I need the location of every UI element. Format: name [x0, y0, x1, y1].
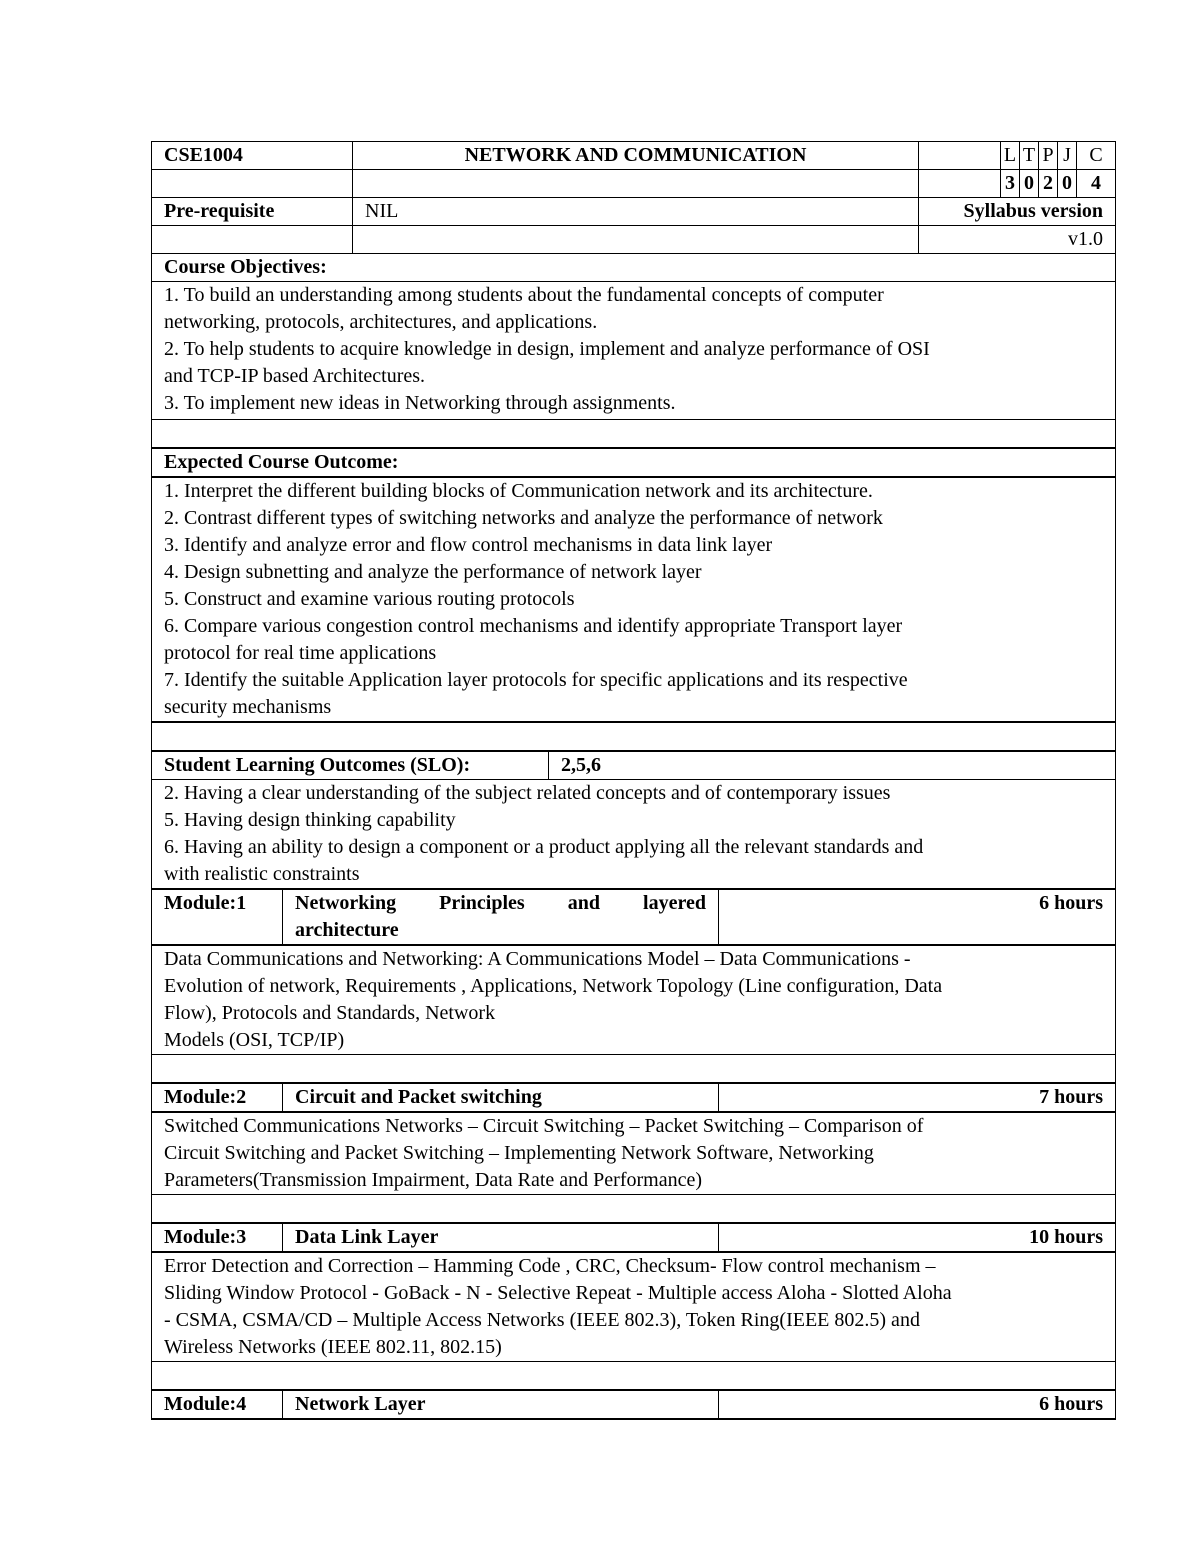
syllabus-version-label: Syllabus version [919, 198, 1116, 226]
objectives-body-row [152, 282, 1116, 420]
module-line: Evolution of network, Requirements , Applications, Network Topology (Line configuration, Data [164, 975, 943, 997]
outcome-line: protocol for real time applications [164, 642, 437, 664]
slo-line: 5. Having design thinking capability [164, 809, 456, 831]
module-1-hours: 6 hours [719, 889, 1116, 945]
ltpjc-label-p: P [1038, 142, 1057, 169]
ltpjc-values-cell [919, 170, 1116, 198]
course-code: CSE1004 [152, 142, 353, 170]
module-1-body-row [152, 945, 1116, 1055]
module-line: Flow), Protocols and Standards, Network [164, 1002, 496, 1024]
outcomes-heading-row [152, 448, 1116, 477]
module-2-body [152, 1112, 1116, 1195]
spacer-row [152, 1362, 1116, 1391]
module-line: Parameters(Transmission Impairment, Data Rate and Performance) [164, 1169, 702, 1191]
module-1-title: Networking Principles and layered architecture [283, 889, 719, 945]
outcome-line: security mechanisms [164, 696, 332, 718]
objectives-body [152, 282, 1116, 420]
ltpjc-value-j: 0 [1057, 170, 1076, 197]
module-4-hours: 6 hours [719, 1390, 1116, 1419]
outcome-line: 3. Identify and analyze error and flow control mechanisms in data link layer [164, 534, 773, 556]
module-4-header-row [152, 1390, 1116, 1419]
module-3-body [152, 1252, 1116, 1362]
module-4-title: Network Layer [283, 1390, 719, 1419]
objective-line: 2. To help students to acquire knowledge in design, implement and analyze performance of OSI [164, 338, 930, 360]
spacer-row [152, 1055, 1116, 1084]
ltpjc-value-l: 3 [1000, 170, 1019, 197]
outcome-line: 4. Design subnetting and analyze the performance of network layer [164, 561, 702, 583]
slo-heading-row [152, 751, 1116, 780]
syllabus-version-value: v1.0 [919, 226, 1116, 254]
prerequisite-value: NIL [353, 198, 919, 226]
spacer-row [152, 420, 1116, 449]
module-2-label: Module:2 [152, 1083, 283, 1112]
module-3-header-row [152, 1223, 1116, 1252]
module-line: - CSMA, CSMA/CD – Multiple Access Networks (IEEE 802.3), Token Ring(IEEE 802.5) and [164, 1309, 920, 1331]
objective-line: 3. To implement new ideas in Networking through assignments. [164, 392, 676, 414]
module-2-body-row [152, 1112, 1116, 1195]
module-line: Sliding Window Protocol - GoBack - N - Selective Repeat - Multiple access Aloha - Slotted Aloha [164, 1282, 952, 1304]
ltpjc-label-t: T [1019, 142, 1038, 169]
module-2-title: Circuit and Packet switching [283, 1083, 719, 1112]
objective-line: networking, protocols, architectures, and applications. [164, 311, 598, 333]
outcome-line: 7. Identify the suitable Application layer protocols for specific applications and its respective [164, 669, 908, 691]
syllabus-version-row [152, 226, 1116, 254]
outcome-line: 6. Compare various congestion control mechanisms and identify appropriate Transport layer [164, 615, 903, 637]
module-line: Circuit Switching and Packet Switching – Implementing Network Software, Networking [164, 1142, 874, 1164]
slo-line: 2. Having a clear understanding of the subject related concepts and of contemporary issues [164, 782, 891, 804]
slo-heading: Student Learning Outcomes (SLO): [152, 751, 549, 780]
course-title: NETWORK AND COMMUNICATION [353, 142, 919, 170]
module-3-title: Data Link Layer [283, 1223, 719, 1252]
ltpjc-value-c: 4 [1076, 170, 1115, 197]
outcome-line: 5. Construct and examine various routing protocols [164, 588, 575, 610]
module-line: Switched Communications Networks – Circuit Switching – Packet Switching – Comparison of [164, 1115, 924, 1137]
module-3-label: Module:3 [152, 1223, 283, 1252]
module-1-header-row [152, 889, 1116, 945]
module-3-hours: 10 hours [719, 1223, 1116, 1252]
ltpjc-values-row [152, 170, 1116, 198]
module-4-label: Module:4 [152, 1390, 283, 1419]
prerequisite-row [152, 198, 1116, 226]
syllabus-table [151, 141, 1116, 1420]
ltpjc-values [919, 170, 1115, 197]
module-2-hours: 7 hours [719, 1083, 1116, 1112]
module-1-label: Module:1 [152, 889, 283, 945]
module-line: Error Detection and Correction – Hamming Code , CRC, Checksum- Flow control mechanism – [164, 1255, 936, 1277]
module-2-header-row [152, 1083, 1116, 1112]
slo-value: 2,5,6 [549, 751, 1116, 780]
prerequisite-label: Pre-requisite [152, 198, 353, 226]
objectives-heading-row [152, 254, 1116, 282]
spacer-row [152, 722, 1116, 751]
outcomes-body-row [152, 477, 1116, 722]
ltpjc-labels-cell [919, 142, 1116, 170]
slo-body-row [152, 780, 1116, 890]
objectives-heading: Course Objectives: [152, 254, 1116, 282]
module-line: Data Communications and Networking: A Communications Model – Data Communications - [164, 948, 911, 970]
ltpjc-label-c: C [1076, 142, 1115, 169]
syllabus-page [151, 141, 1115, 1420]
outcomes-heading: Expected Course Outcome: [152, 448, 1116, 477]
ltpjc-label-j: J [1057, 142, 1076, 169]
module-3-body-row [152, 1252, 1116, 1362]
module-line: Models (OSI, TCP/IP) [164, 1029, 345, 1051]
outcome-line: 1. Interpret the different building blocks of Communication network and its architecture. [164, 480, 873, 502]
slo-line: 6. Having an ability to design a component or a product applying all the relevant standards and [164, 836, 924, 858]
module-line: Wireless Networks (IEEE 802.11, 802.15) [164, 1336, 502, 1358]
ltpjc-value-p: 2 [1038, 170, 1057, 197]
ltpjc-label-l: L [1000, 142, 1019, 169]
ltpjc-labels [919, 142, 1115, 169]
objective-line: and TCP-IP based Architectures. [164, 365, 426, 387]
outcome-line: 2. Contrast different types of switching networks and analyze the performance of network [164, 507, 883, 529]
slo-body [152, 780, 1116, 890]
slo-line: with realistic constraints [164, 863, 360, 885]
objective-line: 1. To build an understanding among students about the fundamental concepts of computer [164, 284, 884, 306]
spacer-row [152, 1195, 1116, 1224]
ltpjc-value-t: 0 [1019, 170, 1038, 197]
outcomes-body [152, 477, 1116, 722]
course-header-row [152, 142, 1116, 170]
module-1-body [152, 945, 1116, 1055]
